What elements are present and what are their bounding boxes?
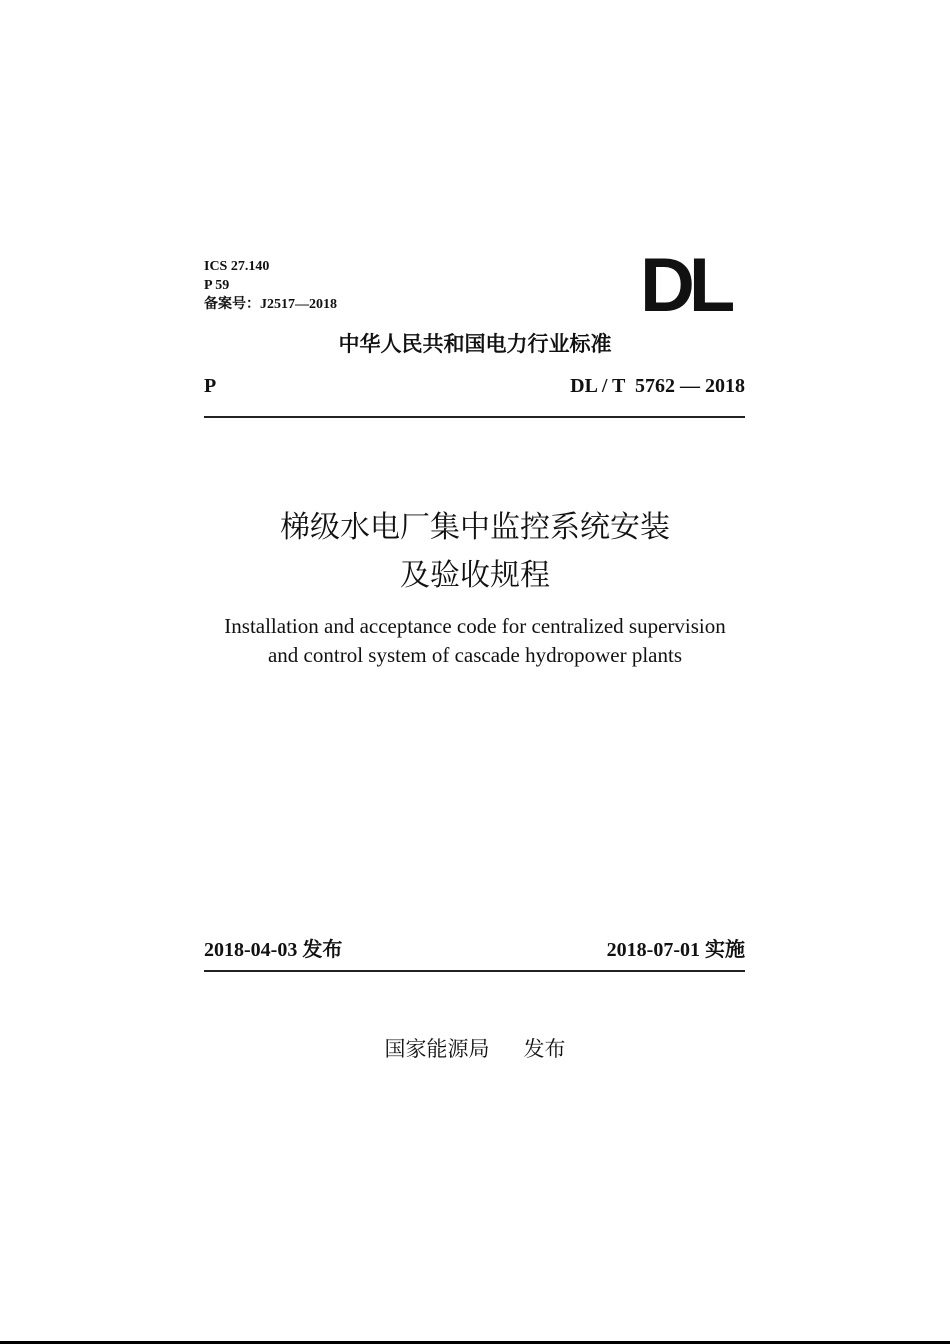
issuer-name: 国家能源局 xyxy=(384,1037,490,1061)
bottom-divider xyxy=(204,970,745,972)
issue-label: 发布 xyxy=(302,937,343,961)
standard-category: P xyxy=(204,375,217,397)
document-title-en-line1: Installation and acceptance code for centralized supervision xyxy=(224,614,726,638)
document-title-cn-line2: 及验收规程 xyxy=(400,558,550,593)
standard-number: DL / T 5762 — 2018 xyxy=(570,375,745,397)
document-title-cn-line1: 梯级水电厂集中监控系统安装 xyxy=(280,510,670,545)
issuer-action: 发布 xyxy=(523,1037,566,1061)
ccs-code: P 59 xyxy=(204,278,230,293)
ics-code: ICS 27.140 xyxy=(204,259,270,274)
effective-label: 实施 xyxy=(705,937,745,961)
document-title-en-line2: and control system of cascade hydropower plants xyxy=(267,643,683,667)
standard-title: 中华人民共和国电力行业标准 xyxy=(338,332,612,356)
dl-logo: DL xyxy=(640,243,730,328)
effective-date: 2018-07-01 xyxy=(606,939,700,961)
effective-date-block xyxy=(607,936,745,963)
issue-date: 2018-04-03 xyxy=(204,939,298,961)
top-divider xyxy=(204,416,745,418)
issuer-line xyxy=(0,1035,950,1063)
record-number: 备案号：J2517—2018 xyxy=(204,297,337,312)
issue-date-block xyxy=(204,936,342,963)
